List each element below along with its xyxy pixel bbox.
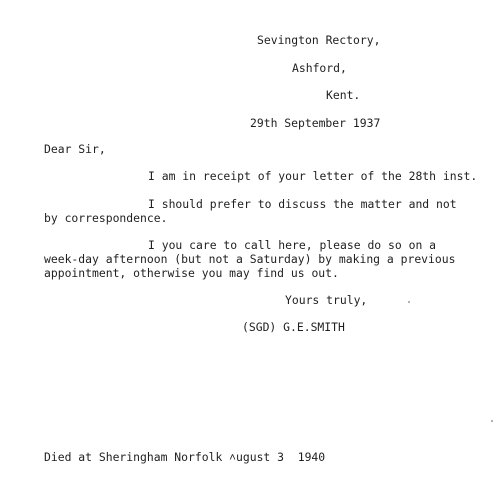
paragraph-3-line-1: I you care to call here, please do so on a <box>148 238 437 252</box>
death-note: Died at Sheringham Norfolk ˄ugust 3 1940 <box>44 450 326 464</box>
paper-speck <box>491 420 493 422</box>
letter-date: 29th September 1937 <box>250 116 381 130</box>
paragraph-3-line-3: appointment, otherwise you may find us out. <box>44 266 339 280</box>
address-line-rectory: Sevington Rectory, <box>257 33 381 47</box>
salutation: Dear Sir, <box>44 142 106 156</box>
paper-speck <box>408 301 410 303</box>
address-line-town: Ashford, <box>292 61 347 75</box>
paragraph-1: I am in receipt of your letter of the 28th inst. <box>148 169 478 183</box>
closing: Yours truly, <box>285 293 368 307</box>
address-line-county: Kent. <box>326 88 361 102</box>
paragraph-2-line-2: by correspondence. <box>44 211 168 225</box>
signature: (SGD) G.E.SMITH <box>242 320 345 334</box>
paragraph-2-line-1: I should prefer to discuss the matter and not <box>148 197 457 211</box>
paragraph-3-line-2: week-day afternoon (but not a Saturday) by making a previous <box>44 252 456 266</box>
